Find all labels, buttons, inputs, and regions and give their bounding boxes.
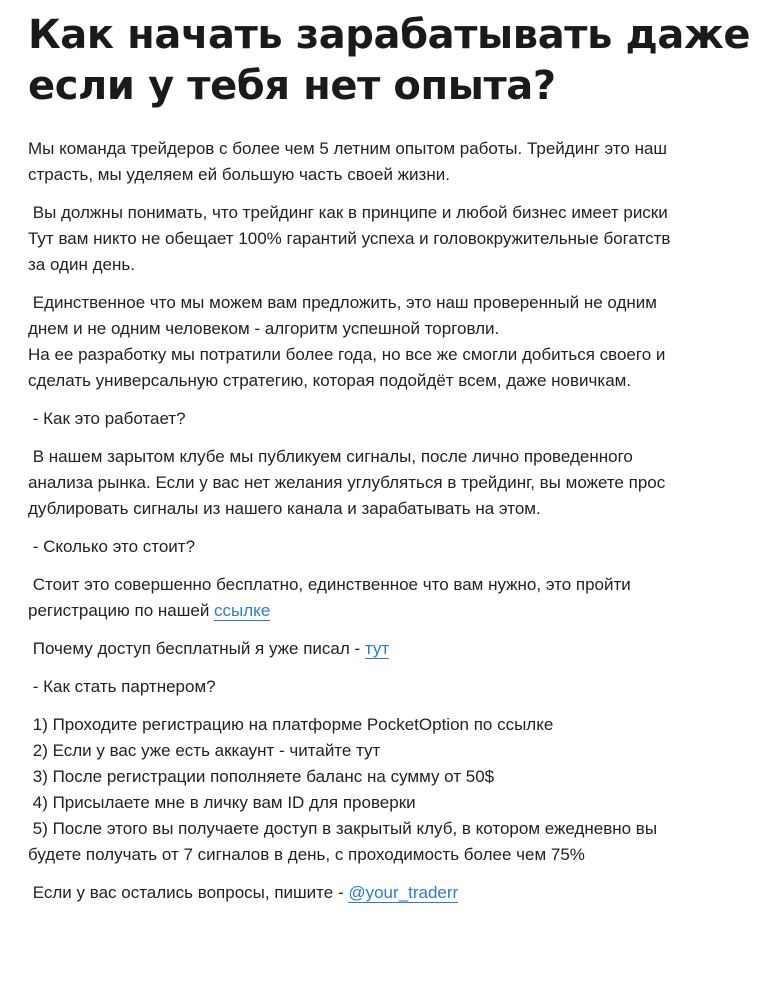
risk-line-2: Тут вам никто не обещает 100% гарантий успеха и головокружительные богатств <box>28 229 671 248</box>
risk-line-3: за один день. <box>28 255 135 274</box>
answer-how-it-works <box>28 444 766 522</box>
registration-link[interactable]: ссылке <box>214 601 271 620</box>
step-item-5: 5) После этого вы получаете доступ в закрытый клуб, в котором ежедневно вы <box>28 819 658 838</box>
answer2-line-2-text: регистрацию по нашей <box>28 601 215 620</box>
intro-line-2: страсть, мы уделяем ей большую часть своей жизни. <box>28 165 450 184</box>
intro-line-1: Мы команда трейдеров с более чем 5 летним опытом работы. Трейдинг это наш <box>28 139 668 158</box>
offer-line-3: На ее разработку мы потратили более года, но все же смогли добиться своего и <box>28 345 666 364</box>
article-title <box>28 10 766 112</box>
answer1-line-2: анализа рынка. Если у вас нет желания углубляться в трейдинг, вы можете прос <box>28 473 666 492</box>
contact-text: Если у вас остались вопросы, пишите - <box>28 883 349 902</box>
question-cost: - Сколько это стоит? <box>28 537 196 556</box>
contact-link[interactable]: @your_traderr <box>348 883 459 902</box>
answer-cost <box>28 572 766 624</box>
step-item-5-cont: будете получать от 7 сигналов в день, с проходимость более чем 75% <box>28 845 585 864</box>
question-how-it-works: - Как это работает? <box>28 409 186 428</box>
why-free-line <box>28 636 766 662</box>
step-item-2: 2) Если у вас уже есть аккаунт - читайте тут <box>28 741 381 760</box>
risk-line-1: Вы должны понимать, что трейдинг как в принципе и любой бизнес имеет риски <box>28 203 668 222</box>
why-free-text: Почему доступ бесплатный я уже писал - <box>28 639 365 658</box>
answer1-line-3: дублировать сигналы из нашего канала и зарабатывать на этом. <box>28 499 541 518</box>
offer-line-2: днем и не одним человеком - алгоритм успешной торговли. <box>28 319 500 338</box>
title-line-2: если у тебя нет опыта? <box>28 63 556 109</box>
contact-line <box>28 880 766 906</box>
steps-list <box>28 712 766 868</box>
question-partner: - Как стать партнером? <box>28 677 216 696</box>
answer1-line-1: В нашем зарытом клубе мы публикуем сигналы, после лично проведенного <box>28 447 633 466</box>
step-item-3: 3) После регистрации пополняете баланс на сумму от 50$ <box>28 767 495 786</box>
article <box>28 10 766 906</box>
offer-paragraph <box>28 290 766 394</box>
answer2-line-1: Стоит это совершенно бесплатно, единственное что вам нужно, это пройти <box>28 575 631 594</box>
step-item-1: 1) Проходите регистрацию на платформе PocketOption по ссылке <box>28 715 554 734</box>
offer-line-4: сделать универсальную стратегию, которая подойдёт всем, даже новичкам. <box>28 371 632 390</box>
answer2-line-2 <box>28 598 766 624</box>
why-free-link[interactable]: тут <box>364 639 390 658</box>
risk-paragraph <box>28 200 766 278</box>
step-item-4: 4) Присылаете мне в личку вам ID для проверки <box>28 793 416 812</box>
offer-line-1: Единственное что мы можем вам предложить, это наш проверенный не одним <box>28 293 657 312</box>
intro-paragraph <box>28 136 766 188</box>
title-line-1: Как начать зарабатывать даже <box>28 12 751 58</box>
